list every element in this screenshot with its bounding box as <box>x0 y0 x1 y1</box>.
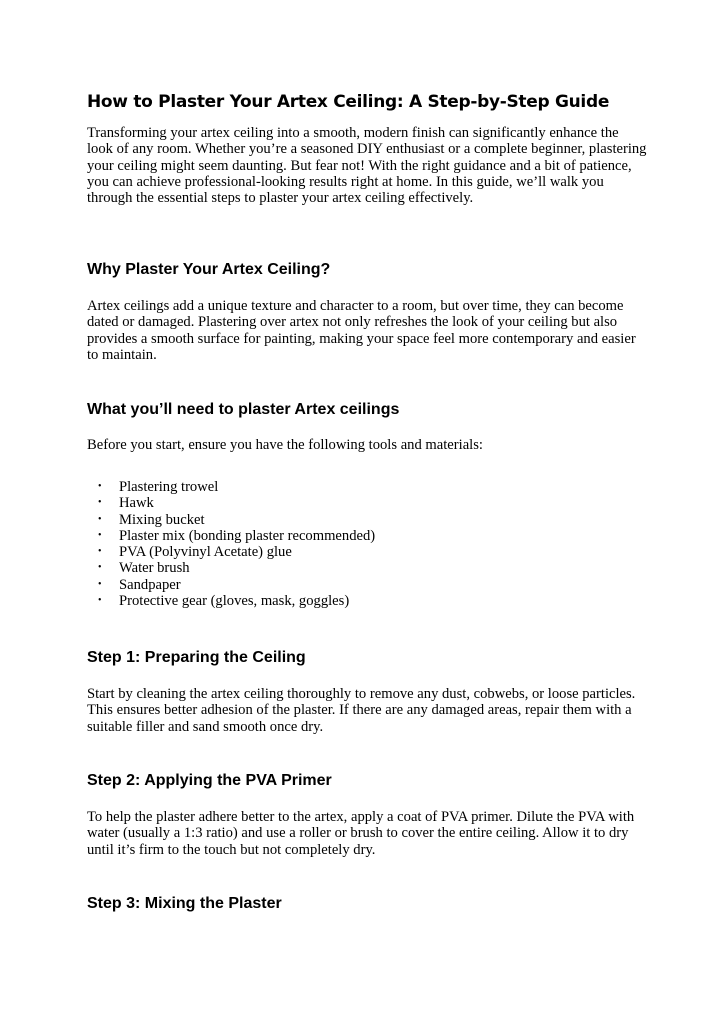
step2-paragraph: To help the plaster adhere better to the artex, apply a coat of PVA primer. Dilute the PVA with water (usually a 1:3 ratio) and use a roller or brush to cover the entire ceiling. Allow it to dry until it’s firm to the touch but not completely dry. <box>87 809 635 858</box>
list-item-text: Sandpaper <box>119 576 181 593</box>
list-item <box>87 560 647 576</box>
step1-heading: Step 1: Preparing the Ceiling <box>87 649 306 666</box>
bullet-icon: • <box>98 481 102 492</box>
why-heading: Why Plaster Your Artex Ceiling? <box>87 261 331 278</box>
list-item-text: Mixing bucket <box>119 511 205 528</box>
list-item <box>87 544 647 560</box>
bullet-icon: • <box>98 595 102 607</box>
bullet-icon: • <box>98 529 102 541</box>
list-item-text: Hawk <box>119 495 154 512</box>
need-heading: What you’ll need to plaster Artex ceilings <box>87 401 400 418</box>
list-item-text: Protective gear (gloves, mask, goggles) <box>119 593 350 610</box>
list-item <box>87 512 647 528</box>
list-item <box>87 495 647 511</box>
need-paragraph: Before you start, ensure you have the following tools and materials: <box>87 437 483 453</box>
step2-heading: Step 2: Applying the PVA Primer <box>87 772 332 789</box>
list-item <box>87 593 647 609</box>
list-item-text: Plastering trowel <box>119 479 219 495</box>
list-item <box>87 528 647 544</box>
step3-heading: Step 3: Mixing the Plaster <box>87 895 282 912</box>
list-item-text: Plaster mix (bonding plaster recommended) <box>119 527 376 544</box>
list-item-text: Water brush <box>119 560 190 577</box>
page-title: How to Plaster Your Artex Ceiling: A Step-by-Step Guide <box>87 92 610 112</box>
bullet-icon: • <box>98 513 102 525</box>
bullet-icon: • <box>98 497 102 509</box>
intro-paragraph: Transforming your artex ceiling into a smooth, modern finish can significantly enhance the look of any room. Whether you’re a seasoned DIY enthusiast or a complete beginner, plastering your ceiling might seem daunting. But fear not! With the right guidance and a bit of patience, you can achieve professional-looking results right at home. In this guide, we’ll walk you through the essential steps to plaster your artex ceiling effectively. <box>87 125 647 207</box>
list-item-text: PVA (Polyvinyl Acetate) glue <box>119 544 292 561</box>
materials-list <box>87 479 647 609</box>
list-item <box>87 577 647 593</box>
why-paragraph: Artex ceilings add a unique texture and character to a room, but over time, they can become dated or damaged. Plastering over artex not only refreshes the look of your ceiling but also provides a smooth surface for painting, making your space feel more contemporary and easier to maintain. <box>87 298 636 363</box>
bullet-icon: • <box>98 562 102 574</box>
list-item <box>87 479 647 495</box>
bullet-icon: • <box>98 578 102 590</box>
step1-paragraph: Start by cleaning the artex ceiling thoroughly to remove any dust, cobwebs, or loose particles. This ensures better adhesion of the plaster. If there are any damaged areas, repair them with a suitable filler and sand smooth once dry. <box>87 686 636 735</box>
bullet-icon: • <box>98 546 102 558</box>
